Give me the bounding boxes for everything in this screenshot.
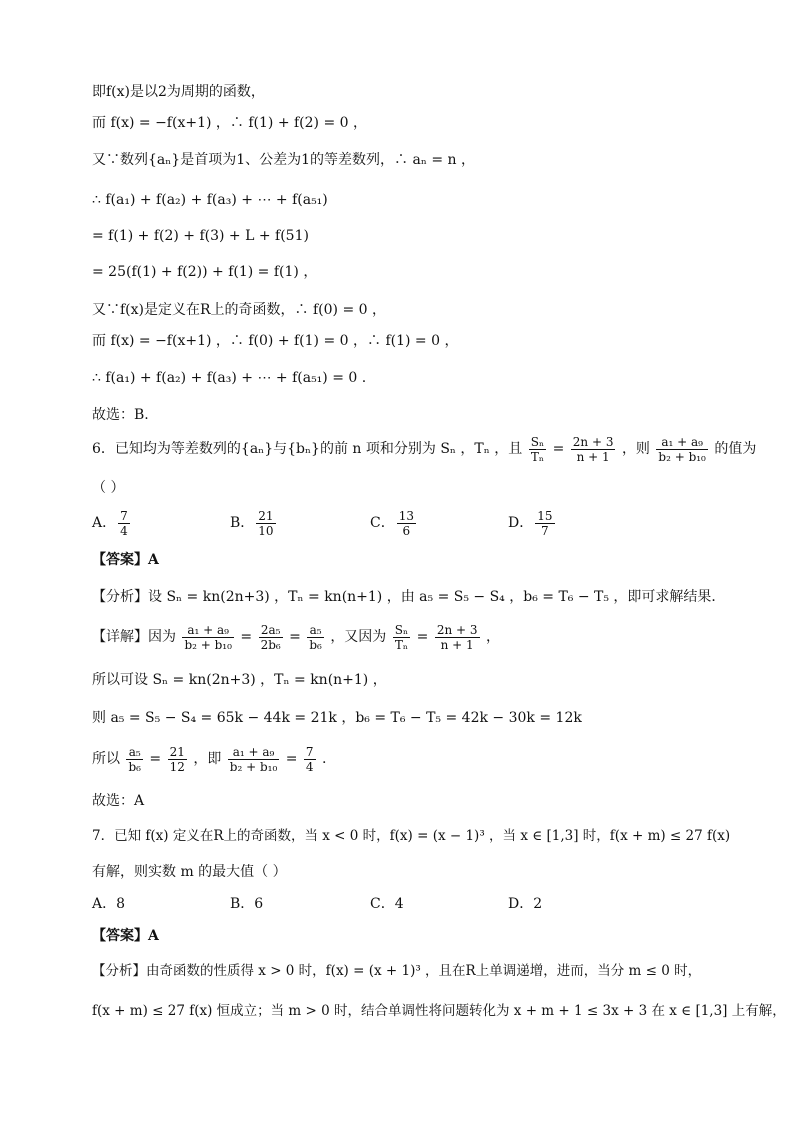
q6-detail-frac-4-den: Tₙ	[394, 637, 409, 652]
q6-option-d-label: D．	[508, 515, 534, 531]
q6-eq1: =	[552, 441, 565, 457]
q6-frac3-num: a₁ + a₉	[656, 435, 707, 450]
solution-line-4: ∴ f(a₁) + f(a₂) + f(a₃) + ⋯ + f(a₅₁)	[92, 192, 328, 208]
q6-option-b-frac	[256, 509, 275, 538]
question-7-stem-2: 有解，则实数 m 的最大值（ ）	[92, 864, 287, 880]
q6-l4-frac-3-num: a₁ + a₉	[228, 745, 279, 760]
q6-option-d-frac	[535, 509, 554, 538]
q6-stem-a: 6．已知均为等差数列的{aₙ}与{bₙ}的前 n 项和分别为 Sₙ ，Tₙ ，且	[92, 441, 523, 457]
q6-detail-eq-3: =	[416, 629, 429, 645]
q6-detail-line-1	[92, 620, 500, 654]
q6-detail-frac-5-den: n + 1	[440, 637, 474, 652]
q6-l4-label: 所以	[92, 751, 120, 767]
solution-line-3: 又∵数列{aₙ}是首项为1、公差为1的等差数列，∴ aₙ = n ，	[92, 152, 475, 168]
q6-option-c-num: 13	[398, 508, 414, 523]
q6-frac2-den: n + 1	[576, 449, 610, 464]
q6-option-d-num: 15	[537, 508, 553, 523]
q6-detail-end: ，	[485, 629, 500, 645]
solution-line-5: = f(1) + f(2) + f(3) + L + f(51)	[92, 228, 309, 244]
q6-detail-frac-1-num: a₁ + a₉	[182, 623, 233, 638]
solution-line-1: 即f(x)是以2为周期的函数，	[92, 84, 265, 100]
q6-option-c[interactable]	[370, 508, 418, 538]
q6-frac-2n3-over-n1	[571, 435, 616, 464]
q6-detail-frac-1-den: b₂ + b₁₀	[184, 637, 232, 652]
q6-l4-mid: ，即	[193, 751, 222, 767]
q6-detail-frac-1	[182, 623, 233, 652]
q7-option-c[interactable]: C．4	[370, 896, 404, 912]
q6-frac-s-over-t	[529, 435, 546, 464]
q7-option-a[interactable]: A．8	[92, 896, 126, 912]
q6-l4-frac-2	[168, 745, 187, 774]
q6-option-a-num: 7	[120, 508, 128, 523]
q6-analysis: 【分析】设 Sₙ = kn(2n+3) ，Tₙ = kn(n+1) ，由 a₅ = S₅ − S₄ ，b₆ = T₆ − T₅ ，即可求解结果．	[92, 589, 726, 605]
q6-answer: 【答案】A	[92, 552, 159, 568]
q6-frac2-num: 2n + 3	[572, 434, 614, 449]
solution-line-2: 而 f(x) = −f(x+1) ，∴ f(1) + f(2) = 0 ，	[92, 115, 367, 131]
q6-option-b-num: 21	[258, 508, 274, 523]
q6-detail-frac-3	[307, 623, 324, 652]
q7-option-b[interactable]: B．6	[230, 896, 264, 912]
q6-option-c-label: C．	[370, 515, 395, 531]
q6-stem-b: ，则	[621, 441, 650, 457]
q6-option-a-frac	[118, 509, 130, 538]
solution-line-10: 故选：B.	[92, 407, 149, 423]
q6-detail-frac-5-num: 2n + 3	[436, 622, 478, 637]
q6-detail-frac-2-num: 2a₅	[259, 623, 283, 638]
q6-l4-end: .	[322, 751, 327, 767]
q6-option-a-den: 4	[120, 523, 128, 538]
q6-detail-eq-1: =	[240, 629, 253, 645]
q6-paren: （ ）	[92, 480, 125, 496]
q6-l4-frac-4	[304, 745, 316, 774]
question-6-stem	[92, 432, 756, 466]
q6-detail-line-4	[92, 742, 326, 776]
solution-line-6: = 25(f(1) + f(2)) + f(1) = f(1) ，	[92, 264, 318, 280]
q6-l4-frac-4-den: 4	[305, 759, 314, 774]
q6-choose: 故选：A	[92, 793, 145, 809]
q6-detail-frac-4	[393, 623, 410, 652]
q6-option-b[interactable]	[230, 508, 278, 538]
q6-stem-c: 的值为	[714, 441, 757, 457]
q6-option-c-den: 6	[402, 523, 411, 538]
q6-l4-frac-1-den: b₆	[128, 759, 141, 774]
q6-option-a[interactable]	[92, 508, 132, 538]
q7-answer: 【答案】A	[92, 928, 159, 944]
q6-option-d[interactable]	[508, 508, 557, 538]
q6-option-d-den: 7	[541, 523, 549, 538]
q6-l4-frac-1	[126, 745, 143, 774]
q7-analysis-2: f(x + m) ≤ 27 f(x) 恒成立；当 m > 0 时，结合单调性将问题转化为 x + m + 1 ≤ 3x + 3 在 x ∈ [1,3] 上有解，	[92, 1003, 786, 1019]
q6-l4-eq-2: =	[285, 751, 298, 767]
q6-frac3-den: b₂ + b₁₀	[658, 449, 706, 464]
question-7-stem: 7．已知 f(x) 定义在R上的奇函数，当 x < 0 时，f(x) = (x − 1)³ ，当 x ∈ [1,3] 时，f(x + m) ≤ 27 f(x)	[92, 828, 731, 844]
solution-line-7: 又∵f(x)是定义在R上的奇函数，∴ f(0) = 0 ，	[92, 302, 386, 318]
q6-l4-frac-3-den: b₂ + b₁₀	[229, 759, 278, 774]
q6-frac1-num: Sₙ	[530, 434, 545, 449]
q6-option-c-frac	[397, 509, 416, 538]
q6-detail-line-3: 则 a₅ = S₅ − S₄ = 65k − 44k = 21k ，b₆ = T₆ − T₅ = 42k − 30k = 12k	[92, 710, 582, 726]
q6-l4-frac-4-num: 7	[305, 744, 314, 759]
q6-detail-frac-3-den: b₆	[309, 637, 322, 652]
q6-l4-frac-2-num: 21	[169, 744, 185, 759]
q6-option-b-label: B．	[230, 515, 255, 531]
q6-frac1-den: Tₙ	[530, 449, 545, 464]
q7-analysis-1: 【分析】由奇函数的性质得 x > 0 时，f(x) = (x + 1)³ ，且在R上单调递增，进而，当分 m ≤ 0 时，	[92, 963, 702, 979]
q6-option-b-den: 10	[258, 523, 274, 538]
q6-detail-frac-4-num: Sₙ	[394, 622, 409, 637]
q6-l4-frac-2-den: 12	[169, 759, 185, 774]
q6-detail-frac-2-den: 2b₆	[260, 637, 281, 652]
q6-option-a-label: A．	[92, 515, 117, 531]
q6-detail-label: 【详解】因为	[92, 629, 176, 645]
solution-line-8: 而 f(x) = −f(x+1) ，∴ f(0) + f(1) = 0 ，∴ f(1) = 0 ，	[92, 333, 459, 349]
q6-l4-frac-3	[228, 745, 279, 774]
q6-l4-eq-1: =	[149, 751, 162, 767]
q6-detail-frac-5	[435, 623, 480, 652]
q6-detail-frac-2	[259, 623, 283, 652]
q7-option-d[interactable]: D．2	[508, 896, 543, 912]
solution-line-9: ∴ f(a₁) + f(a₂) + f(a₃) + ⋯ + f(a₅₁) = 0 .	[92, 370, 367, 386]
q6-frac-target	[656, 435, 707, 464]
q6-detail-eq-2: =	[289, 629, 301, 645]
q6-detail-frac-3-num: a₅	[307, 623, 324, 638]
q6-detail-line-2: 所以可设 Sₙ = kn(2n+3) ，Tₙ = kn(n+1) ，	[92, 672, 387, 688]
q6-l4-frac-1-num: a₅	[126, 745, 143, 760]
q6-detail-mid: ，又因为	[330, 629, 387, 645]
